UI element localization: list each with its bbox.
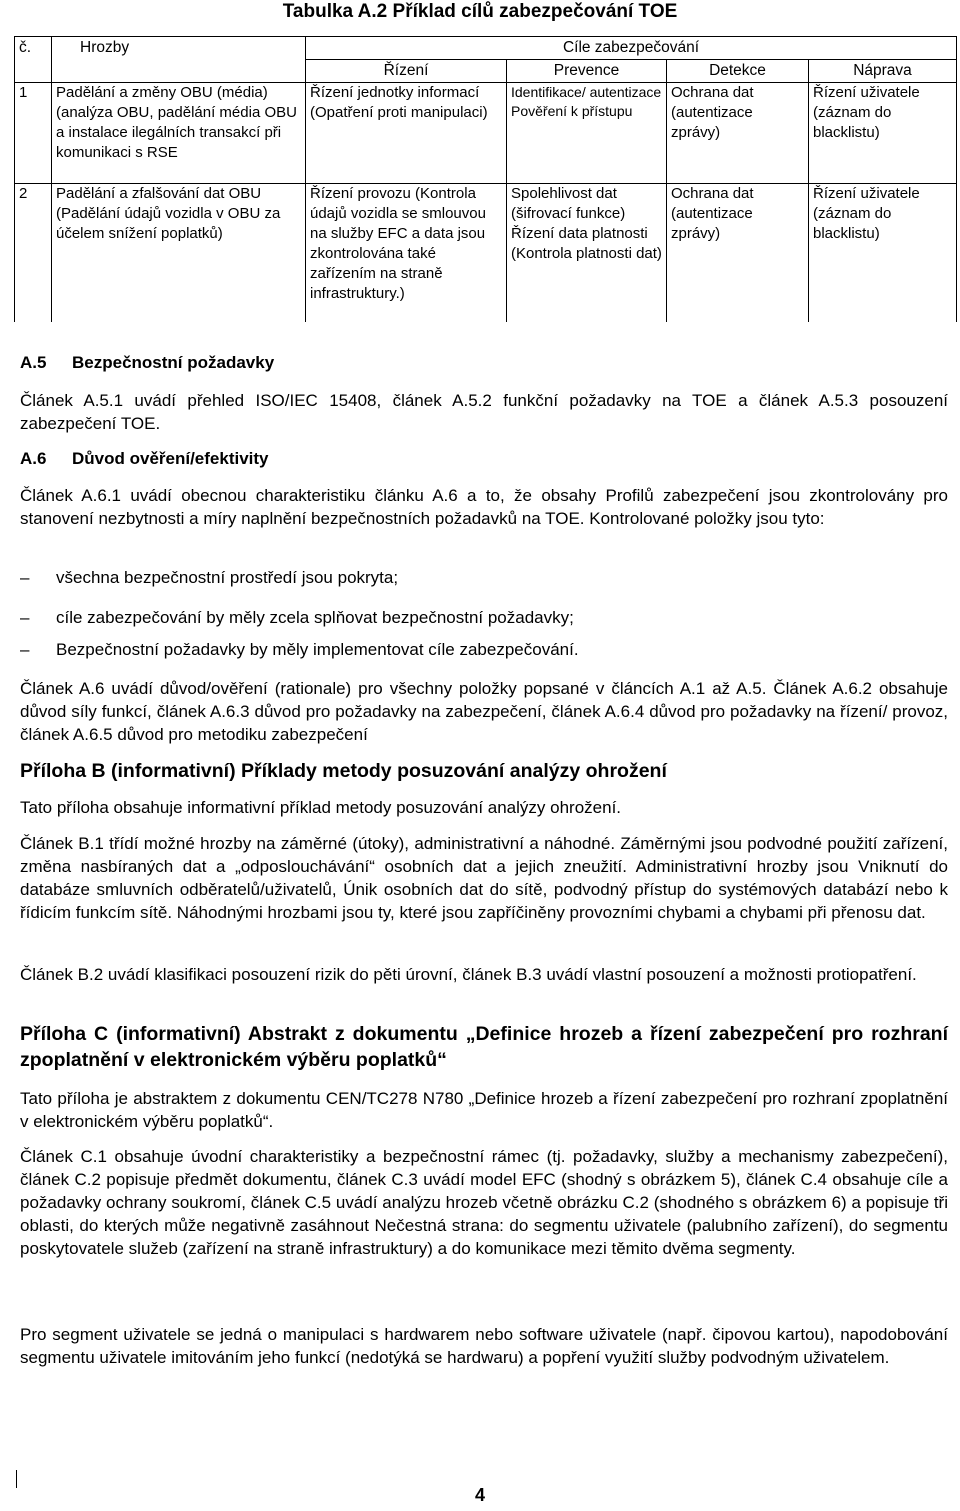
heading-a5-title: Bezpečnostní požadavky bbox=[72, 353, 275, 372]
threat-objectives-table bbox=[14, 36, 957, 322]
paragraph-a6-rationale: Článek A.6 uvádí důvod/ověření (rationale) pro všechny položky popsané v článcích A.1 až A.5. Článek A.6.2 obsahuje důvod síly funkcí, článek A.6.3 důvod pro požadavky na zabezpečení, článek A.6.4 důvod pro požadavky na řízení/ provoz, článek A.6.5 důvod pro metodiku zabezpečení bbox=[20, 679, 948, 744]
paragraph-b3: Článek B.2 uvádí klasifikaci posouzení rizik do pěti úrovní, článek B.3 uvádí vlastní posouzení a možnosti protiopatření. bbox=[20, 965, 917, 984]
row-number: 1 bbox=[15, 83, 52, 184]
page-number: 4 bbox=[474, 1485, 485, 1505]
header-number: č. bbox=[15, 37, 52, 60]
paragraph-c1: Tato příloha je abstraktem z dokumentu CEN/TC278 N780 „Definice hrozeb a řízení zabezpečení pro rozhraní zpoplatnění v elektronickém výběru poplatků“. bbox=[20, 1089, 948, 1131]
row-detection: Ochrana dat (autentizace zprávy) bbox=[667, 83, 809, 184]
header-detection: Detekce bbox=[667, 60, 809, 83]
row-threat: Padělání a změny OBU (média) (analýza OBU, padělání média OBU a instalace ilegálních transakcí při komunikaci s RSE bbox=[52, 83, 306, 184]
list-item: – cíle zabezpečování by měly zcela splňovat bezpečnostní požadavky; bbox=[20, 608, 574, 627]
paragraph-c3: Pro segment uživatele se jedná o manipulaci s hardwarem nebo software uživatele (např. čipovou kartou), napodobování segmentu uživatele imitováním jeho funkcí (nedotýká se hardwaru) a popření využití služby podvodným uživatelem. bbox=[20, 1325, 948, 1367]
paragraph-b1: Tato příloha obsahuje informativní příklad metody posuzování analýzy ohrožení. bbox=[20, 798, 622, 817]
header-prevention: Prevence bbox=[507, 60, 667, 83]
row-prevention: Identifikace/ autentizace Pověření k přístupu bbox=[507, 83, 667, 184]
paragraph-a5: Článek A.5.1 uvádí přehled ISO/IEC 15408, článek A.5.2 funkční požadavky na TOE a článek A.5.3 posouzení zabezpečení TOE. bbox=[20, 391, 948, 433]
list-item: – Bezpečnostní požadavky by měly implementovat cíle zabezpečování. bbox=[20, 640, 579, 659]
heading-a5-number: A.5 bbox=[20, 353, 47, 372]
list-item: – všechna bezpečnostní prostředí jsou pokryta; bbox=[20, 568, 399, 587]
heading-a6-number: A.6 bbox=[20, 449, 47, 468]
row-number: 2 bbox=[15, 184, 52, 323]
heading-a6-title: Důvod ověření/efektivity bbox=[72, 449, 269, 468]
table-row bbox=[15, 184, 957, 323]
table-row bbox=[15, 83, 957, 184]
header-threats: Hrozby bbox=[52, 37, 306, 60]
heading-a5 bbox=[20, 351, 274, 374]
row-threat: Padělání a zfalšování dat OBU (Padělání údajů vozidla v OBU za účelem snížení poplatků) bbox=[52, 184, 306, 323]
row-remedy: Řízení uživatele (záznam do blacklistu) bbox=[809, 184, 957, 323]
paragraph-c2: Článek C.1 obsahuje úvodní charakteristiky a bezpečnostní rámec (tj. požadavky, služby a mechanismy zabezpečení), článek C.2 popisuje předmět dokumentu, článek C.3 uvádí model EFC (shodný s obrázkem 5), článek C.4 obsahuje cíle a požadavky ochrany soukromí, článek C.5 uvádí analýzu hrozeb včetně obrázku C.2 (shodného s obrázkem 6) a popisuje tři oblasti, do kterých může negativně zasáhnout Nečestná strana: do segmentu uživatele (palubního zařízení), do segmentu poskytovatele služeb (zařízení na straně infrastruktury) a do komunikace mezi těmito dvěma segmenty. bbox=[20, 1147, 948, 1258]
table-caption: Tabulka A.2 Příklad cílů zabezpečování TOE bbox=[282, 1, 678, 22]
heading-annex-c: Příloha C (informativní) Abstrakt z dokumentu „Definice hrozeb a řízení zabezpečení pro rozhraní zpoplatnění v elektronickém výběru poplatků“ bbox=[20, 1023, 948, 1071]
row-control: Řízení provozu (Kontrola údajů vozidla se smlouvou na služby EFC a data jsou zkontrolována také zařízením na straně infrastruktury.) bbox=[306, 184, 507, 323]
paragraph-a6: Článek A.6.1 uvádí obecnou charakteristiku článku A.6 a to, že obsahy Profilů zabezpečení jsou zkontrolovány pro stanovení nezbytnosti a míry naplnění bezpečnostních požadavků na TOE. Kontrolované položky jsou tyto: bbox=[20, 486, 948, 528]
header-security-objectives: Cíle zabezpečování bbox=[306, 37, 957, 60]
row-prevention: Spolehlivost dat (šifrovací funkce) Řízení data platnosti (Kontrola platnosti dat) bbox=[507, 184, 667, 323]
heading-a6 bbox=[20, 447, 269, 470]
header-remedy: Náprava bbox=[809, 60, 957, 83]
heading-annex-b: Příloha B (informativní) Příklady metody posuzování analýzy ohrožení bbox=[20, 760, 667, 782]
paragraph-b2: Článek B.1 třídí možné hrozby na záměrné (útoky), administrativní a náhodné. Záměrnými jsou podvodné použití zařízení, změna nasbíraných dat a „odposlouchávání“ osobních dat a jejich zneužití. Administrativní hrozby jsou Vniknutí do databáze smluvních odběratelů/uživatelů, Únik osobních dat do sítě, podvodný přístup do systémových databází nebo k řídicím funkcím sítě. Náhodnými hrozbami jsou ty, které jsou zapříčiněny provozními chybami a chybami při přenosu dat. bbox=[20, 834, 948, 922]
row-remedy: Řízení uživatele (záznam do blacklistu) bbox=[809, 83, 957, 184]
row-control: Řízení jednotky informací (Opatření proti manipulaci) bbox=[306, 83, 507, 184]
header-control: Řízení bbox=[306, 60, 507, 83]
row-detection: Ochrana dat (autentizace zprávy) bbox=[667, 184, 809, 323]
